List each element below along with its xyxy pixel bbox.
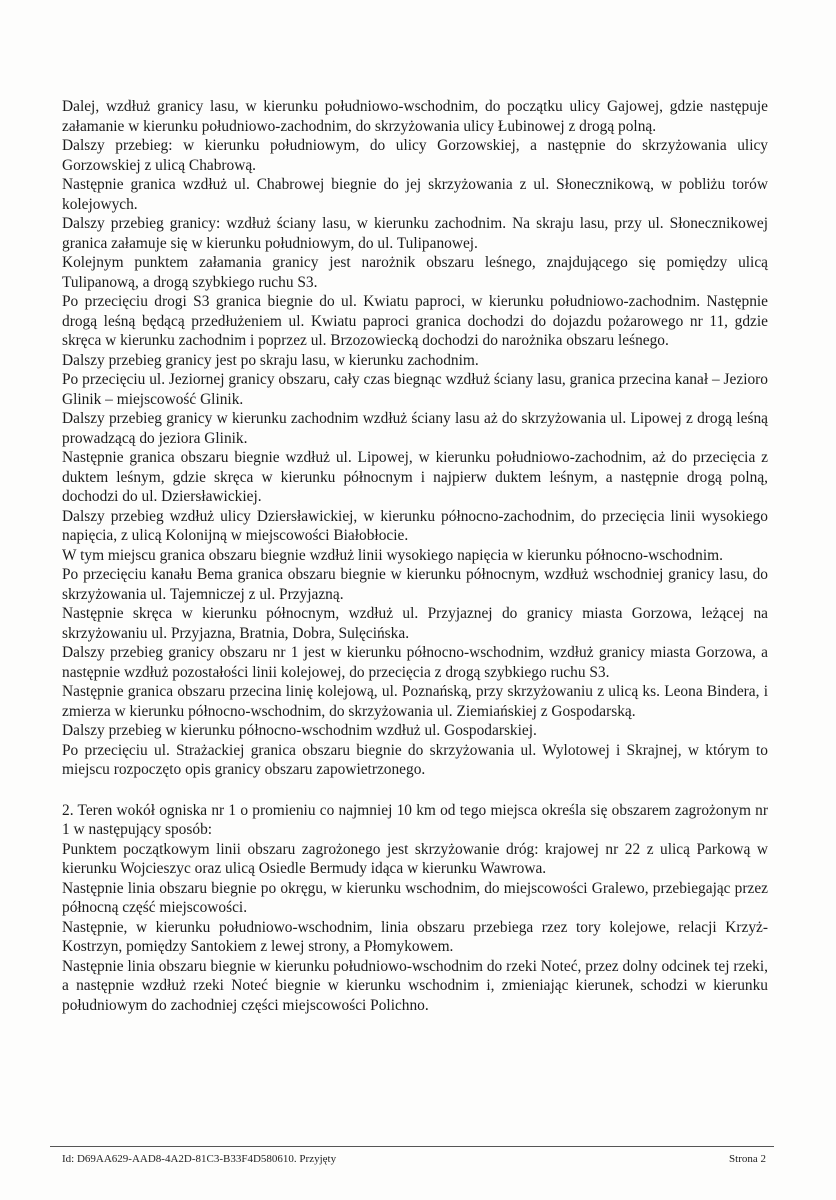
section-1 [62, 97, 768, 780]
paragraph: 2. Teren wokół ogniska nr 1 o promieniu co najmniej 10 km od tego miejsca określa się obszarem zagrożonym nr 1 w następujący sposób: [62, 801, 768, 838]
paragraph: Następnie, w kierunku południowo-wschodnim, linia obszaru przebiega rzez tory kolejowe, relacji Krzyż-Kostrzyn, pomiędzy Santokiem z lewej strony, a Płomykowem. [62, 918, 768, 955]
paragraph: Po przecięciu drogi S3 granica biegnie do ul. Kwiatu paproci, w kierunku południowo-zachodnim. Następnie drogą leśną będącą przedłużeniem ul. Kwiatu paproci granica dochodzi do dojazdu pożarowego nr 11, gdzie skręca w kierunku zachodnim i poprzez ul. Brzozowiecką dochodzi do narożnika obszaru leśnego. [62, 293, 768, 349]
paragraph: Dalszy przebieg granicy jest po skraju lasu, w kierunku zachodnim. [62, 351, 479, 369]
document-body [62, 97, 768, 1015]
footer-divider [50, 1146, 774, 1147]
paragraph: Dalszy przebieg granicy obszaru nr 1 jest w kierunku północno-wschodnim, wzdłuż granicy miasta Gorzowa, a następnie wzdłuż pozostałości linii kolejowej, do przecięcia z drogą szybkiego ruchu S3. [62, 644, 768, 681]
paragraph: Dalszy przebieg: w kierunku południowym, do ulicy Gorzowskiej, a następnie do skrzyżowania ulicy Gorzowskiej z ulicą Chabrową. [62, 137, 768, 174]
document-id: Id: D69AA629-AAD8-4A2D-81C3-B33F4D580610. Przyjęty [62, 1153, 337, 1165]
paragraph: W tym miejscu granica obszaru biegnie wzdłuż linii wysokiego napięcia w kierunku północno-wschodnim. [62, 546, 723, 564]
paragraph: Następnie granica obszaru przecina linię kolejową, ul. Poznańską, przy skrzyżowaniu z ulicą ks. Leona Bindera, i zmierza w kierunku północno-wschodnim, do skrzyżowania ul. Ziemiańskiej z Gospodarską. [62, 683, 768, 720]
paragraph: Następnie granica wzdłuż ul. Chabrowej biegnie do jej skrzyżowania z ul. Słonecznikową, w pobliżu torów kolejowych. [62, 176, 768, 213]
paragraph: Po przecięciu ul. Strażackiej granica obszaru biegnie do skrzyżowania ul. Wylotowej i Skrajnej, w którym to miejscu rozpoczęto opis granicy obszaru zapowietrzonego. [62, 741, 768, 778]
paragraph: Dalszy przebieg granicy w kierunku zachodnim wzdłuż ściany lasu aż do skrzyżowania ul. Lipowej z drogą leśną prowadzącą do jeziora Glinik. [62, 410, 768, 447]
paragraph: Następnie granica obszaru biegnie wzdłuż ul. Lipowej, w kierunku południowo-zachodnim, aż do przecięcia z duktem leśnym, gdzie skręca w kierunku północnym i najpierw duktem leśnym, a następnie drogą polną, dochodzi do ul. Dziersławickiej. [62, 449, 768, 505]
page-number: Strona 2 [729, 1153, 766, 1165]
paragraph: Następnie linia obszaru biegnie po okręgu, w kierunku wschodnim, do miejscowości Gralewo, przebiegając przez północną część miejscowości. [62, 879, 768, 916]
paragraph: Dalszy przebieg granicy: wzdłuż ściany lasu, w kierunku zachodnim. Na skraju lasu, przy ul. Słonecznikowej granica załamuje się w kierunku południowym, do ul. Tulipanowej. [62, 215, 768, 252]
paragraph: Po przecięciu ul. Jeziornej granicy obszaru, cały czas biegnąc wzdłuż ściany lasu, granica przecina kanał – Jezioro Glinik – miejscowość Glinik. [62, 371, 768, 408]
section-gap [62, 780, 768, 801]
paragraph: Po przecięciu kanału Bema granica obszaru biegnie w kierunku północnym, wzdłuż wschodniej granicy lasu, do skrzyżowania ul. Tajemniczej z ul. Przyjazną. [62, 566, 768, 603]
paragraph: Następnie skręca w kierunku północnym, wzdłuż ul. Przyjaznej do granicy miasta Gorzowa, leżącej na skrzyżowaniu ul. Przyjazna, Bratnia, Dobra, Sulęcińska. [62, 605, 768, 642]
section-2 [62, 801, 768, 1016]
paragraph: Dalszy przebieg wzdłuż ulicy Dziersławickiej, w kierunku północno-zachodnim, do przecięcia linii wysokiego napięcia, z ulicą Kolonijną w miejscowości Białobłocie. [62, 507, 768, 544]
paragraph: Punktem początkowym linii obszaru zagrożonego jest skrzyżowanie dróg: krajowej nr 22 z ulicą Parkową w kierunku Wojcieszyc oraz ulicą Osiedle Bermudy idąca w kierunku Wawrowa. [62, 840, 768, 877]
paragraph: Dalej, wzdłuż granicy lasu, w kierunku południowo-wschodnim, do początku ulicy Gajowej, gdzie następuje załamanie w kierunku południowo-zachodnim, do skrzyżowania ulicy Łubinowej z drogą polną. [62, 98, 768, 135]
paragraph: Następnie linia obszaru biegnie w kierunku południowo-wschodnim do rzeki Noteć, przez dolny odcinek tej rzeki, a następnie wzdłuż rzeki Noteć biegnie w kierunku wschodnim i, zmieniając kierunek, schodzi w kierunku południowym do zachodniej części miejscowości Polichno. [62, 957, 768, 1014]
paragraph: Kolejnym punktem załamania granicy jest narożnik obszaru leśnego, znajdującego się pomiędzy ulicą Tulipanową, a drogą szybkiego ruchu S3. [62, 254, 768, 291]
paragraph: Dalszy przebieg w kierunku północno-wschodnim wzdłuż ul. Gospodarskiej. [62, 722, 537, 739]
